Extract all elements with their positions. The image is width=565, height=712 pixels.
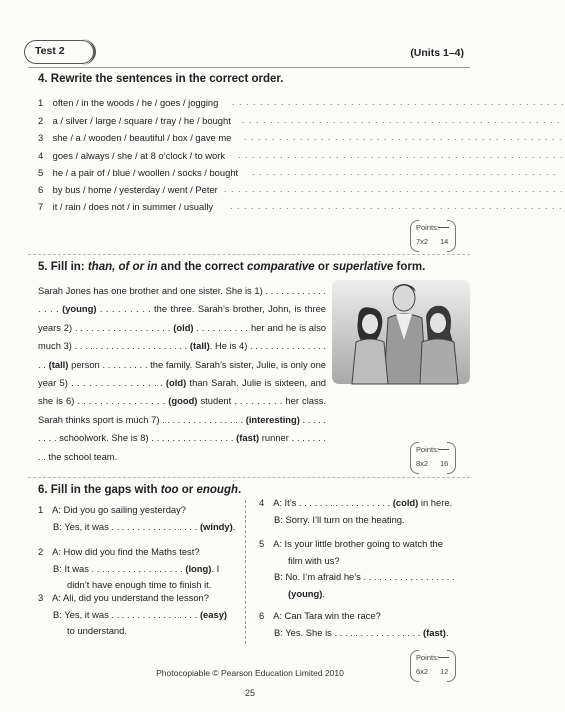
answer-line[interactable]: . . . . . . . . . . . . . . . . . . . . . . . . . . . . . . . . . . . . . . . . . . . . . . . .	[230, 201, 563, 211]
answer-line[interactable]: . . . . . . . . . . . . . . . . . . . . . . . . . . . . . . . . . . . . . . . . . . . .	[252, 167, 557, 177]
list-item: 1 often / in the woods / he / goes / jogging	[38, 97, 219, 108]
list-item: 4 goes / always / she / at 8 o’clock / to work	[38, 150, 226, 161]
dialogue-item: 3 A: Ali, did you understand the lesson? B: Yes, it was . . . . . . . . . . . . . . . . . (easy) to understand.	[38, 592, 228, 636]
section-divider	[28, 477, 470, 478]
units-label: (Units 1–4)	[410, 47, 464, 59]
points-box: Points: 8x2 16	[410, 442, 456, 474]
test-label: Test 2	[24, 40, 94, 64]
copyright-notice: Photocopiable © Pearson Education Limited 2010	[156, 668, 344, 678]
answer-line[interactable]: . . . . . . . . . . . . . . . . . . . . . . . . . . . . . . . . . . . . . . . . . . . . . .	[244, 132, 563, 142]
points-box: Points: 6x2 12	[410, 650, 456, 682]
family-photo	[332, 280, 470, 384]
list-item: 6 by bus / home / yesterday / went / Peter	[38, 184, 218, 195]
dialogue-item: 1 A: Did you go sailing yesterday? B: Yes, it was . . . . . . . . . . . . . . . . . (windy).	[38, 504, 236, 532]
list-item: 2 a / silver / large / square / tray / he / bought	[38, 115, 231, 126]
answer-line[interactable]: . . . . . . . . . . . . . . . . . . . . . . . . . . . . . . . . . . . . . . . . . . . . . . . . .	[224, 184, 564, 194]
section6-title: 6. Fill in the gaps with too or enough.	[38, 484, 242, 496]
page-number: 25	[244, 688, 255, 698]
dialogue-item: 4 A: It’s . . . . . . . . . . . . . . . . . . (cold) in here. B: Sorry. I’ll turn on the heating.	[259, 497, 453, 525]
section4-title: 4. Rewrite the sentences in the correct order.	[38, 73, 284, 85]
points-box: Points: 7x2 14	[410, 220, 456, 252]
dialogue-item: 6 A: Can Tara win the race? B: Yes. She is . . . . . . . . . . . . . . . . . (fast).	[259, 610, 449, 638]
list-item: 7 it / rain / does not / in summer / usually	[38, 201, 214, 212]
gap-fill-paragraph: Sarah Jones has one brother and one sister. She is 1) . . . . . . . . . . . . . . . . (young) . . . . . . . . . the three. Sarah’s brother, John, is three years 2) . . . . . . . . . . . . . . . . . . (old) . . . . . . . . . . her and he is also much 3) . . . . . . . . . . . . . . . . . . . . . . (tall). He is 4) . . . . . . . . . . . . . . . . . (tall) person . . . . . . . . . the family. Sarah’s sister, Julie, is only one year 5) . . . . . . . . . . . . . . . . (old) than Sarah. Julie is sixteen, and she is 6) . . . . . . . . . . . . . . . . (good) student . . . . . . . . . her class. Sarah thinks sport is much 7) . . . . . . . . . . . . . . . . (interesting) . . . . . . . . . schoolwork. She is 8) . . . . . . . . . . . . . . . . (fast) runner . . . . . . . . . the school team.	[38, 285, 327, 462]
section5-title: 5. Fill in: than, of or in and the correct comparative or superlative form.	[38, 261, 426, 273]
list-item: 3 she / a / wooden / beautiful / box / gave me	[38, 132, 232, 143]
answer-line[interactable]: . . . . . . . . . . . . . . . . . . . . . . . . . . . . . . . . . . . . . . . . . . . . . . . .	[232, 97, 565, 107]
answer-line[interactable]: . . . . . . . . . . . . . . . . . . . . . . . . . . . . . . . . . . . . . . . . . . . . . . .	[238, 150, 564, 160]
dialogue-item: 2 A: How did you find the Maths test? B: It was . . . . . . . . . . . . . . . . . . (long). I didn’t have enough time to finish it.	[38, 546, 220, 590]
list-item: 5 he / a pair of / blue / woollen / socks / bought	[38, 167, 239, 178]
teens-illustration	[332, 280, 470, 384]
dialogue-item: 5 A: Is your little brother going to watch the film with us? B: No. I’m afraid he’s . . . . . . . . . . . . . . . . . . (young).	[259, 538, 455, 599]
answer-line[interactable]: . . . . . . . . . . . . . . . . . . . . . . . . . . . . . . . . . . . . . . . . . . . . . .	[242, 115, 561, 125]
section-divider	[28, 254, 470, 255]
header-rule	[28, 67, 470, 68]
